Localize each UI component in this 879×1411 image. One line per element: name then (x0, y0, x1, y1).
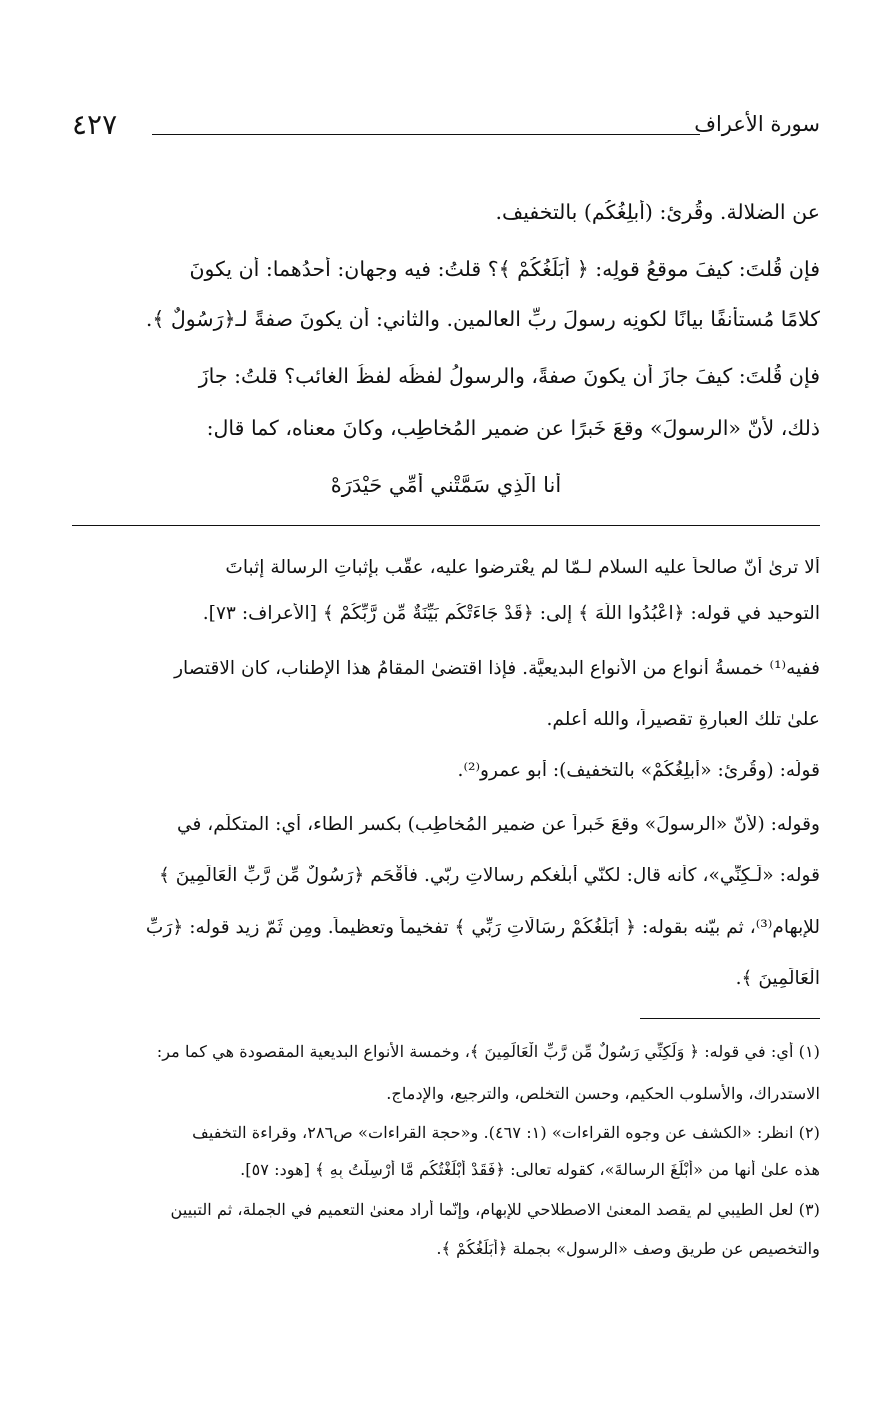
footnote-line: هذه علىٰ أنها من «أَبْلَغَ الرسالةَ»، كقوله تعالى: ﴿فَقَدْ أَبْلَغْتُكُم مَّا أُرْسِلْتُ بِهِ ﴾ [هود: ٥٧]. (240, 1160, 820, 1179)
commentary-line: وقوله: (لأنّ «الرسولَ» وقعَ خَبراً عن ضميرِ المُخاطِب) بكسر الطاء، أي: المتكلِّم، في (176, 814, 820, 835)
main-text-line: عن الضلالة. وقُرِئ: (أُبلِغُكُم) بالتخفيف. (495, 200, 820, 224)
footnote-line: (١) أي: في قوله: ﴿ وَلَكِنِّي رَسُولٌ مِّن رَّبِّ الْعَالَمِينَ ﴾، وخمسة الأنواع البديعية المقصودة هي كما مر: (156, 1042, 820, 1061)
book-page (72, 0, 820, 1411)
footnote-line: (٢) انظر: «الكشف عن وجوه القراءات» (١: ٤٦٧). و«حجة القراءات» ص٢٨٦، وقراءة التخفيف (192, 1123, 820, 1142)
footnote-line: (٣) لعل الطيبي لم يقصد المعنىٰ الاصطلاحي للإبهام، وإنّما أراد معنىٰ التعميم في الجملة، ثم التبيين (170, 1200, 820, 1219)
running-header (72, 108, 820, 152)
commentary-line: ففيه⁽¹⁾ خمسةُ أنواع من الأنواع البديعيَّة. فإذا اقتضىٰ المقامُ هذا الإطناب، كان الاقتصار (174, 658, 820, 679)
main-text-line: كلامًا مُستأنفًا بيانًا لكونِه رسولَ ربِّ العالمين. والثاني: أن يكونَ صفةً لـ﴿رَسُولٌ ﴾. (145, 307, 820, 331)
main-text-line: فإن قُلتَ: كيفَ جازَ أن يكونَ صفةً، والرسولُ لفظُه لفظُ الغائب؟ قلتُ: جازَ (198, 364, 820, 388)
commentary-line: التوحيد في قوله: ﴿اعْبُدُوا اللَّهَ ﴾ إلى: ﴿قَدْ جَاءَتْكُم بَيِّنَةٌ مِّن رَّبِّكُمْ ﴾ [الأعراف: ٧٣]. (202, 603, 820, 624)
commentary-line: ألا ترىٰ أنّ صالحاً عليه السلام لـمّا لم يعْترضوا عليه، عقّب بإثباتِ الرسالة إثباتَ (225, 557, 820, 578)
footnote-line: والتخصيص عن طريق وصف «الرسول» بجملة ﴿أُبَلِّغُكُمْ ﴾. (436, 1239, 820, 1258)
page-number: ٤٢٧ (72, 108, 118, 141)
footnote-separator (640, 1018, 820, 1019)
commentary-line: قولُه: (وقُرِئ: «أُبلِغُكُمْ» بالتخفيف): أبو عمرو⁽²⁾. (457, 760, 820, 781)
poetry-verse: أنا الَّذِي سَمَّتْني أُمِّي حَيْدَرَهْ (330, 473, 562, 497)
commentary-line: للإبهام⁽³⁾، ثم بيّنه بقوله: ﴿ أُبَلِّغُكُمْ رِسَالَاتِ رَبِّي ﴾ تفخيماً وتعظيماً. ومِن ثَمّ زيد قوله: ﴿رَبِّ (145, 917, 820, 938)
main-text-line: ذلك، لأنّ «الرسولَ» وقعَ خَبرًا عن ضميرِ المُخاطِب، وكانَ معناه، كما قال: (206, 416, 820, 440)
commentary-line: قوله: «لَـكِنِّي»، كأنه قال: لكنّي أبلّغكم رسالاتِ ربّي. فأقْحَم ﴿رَسُولٌ مِّن رَّبِّ الْعَالَمِينَ ﴾ (158, 865, 820, 886)
main-text-line: فإن قُلتَ: كيفَ موقعُ قولِه: ﴿ أُبَلِّغُكُمْ ﴾؟ قلتُ: فيه وجهان: أحدُهما: أن يكونَ (189, 257, 820, 281)
commentary-line: علىٰ تلك العبارةِ تقصيراً، والله أعلم. (546, 709, 820, 730)
header-rule (152, 134, 700, 135)
commentary-separator (72, 525, 820, 526)
footnote-line: الاستدراك، والأسلوب الحكيم، وحسن التخلص، والترجيع، والإدماج. (386, 1084, 820, 1103)
surah-title: سورة الأعراف (694, 112, 820, 136)
commentary-line: الْعَالَمِينَ ﴾. (735, 968, 820, 989)
